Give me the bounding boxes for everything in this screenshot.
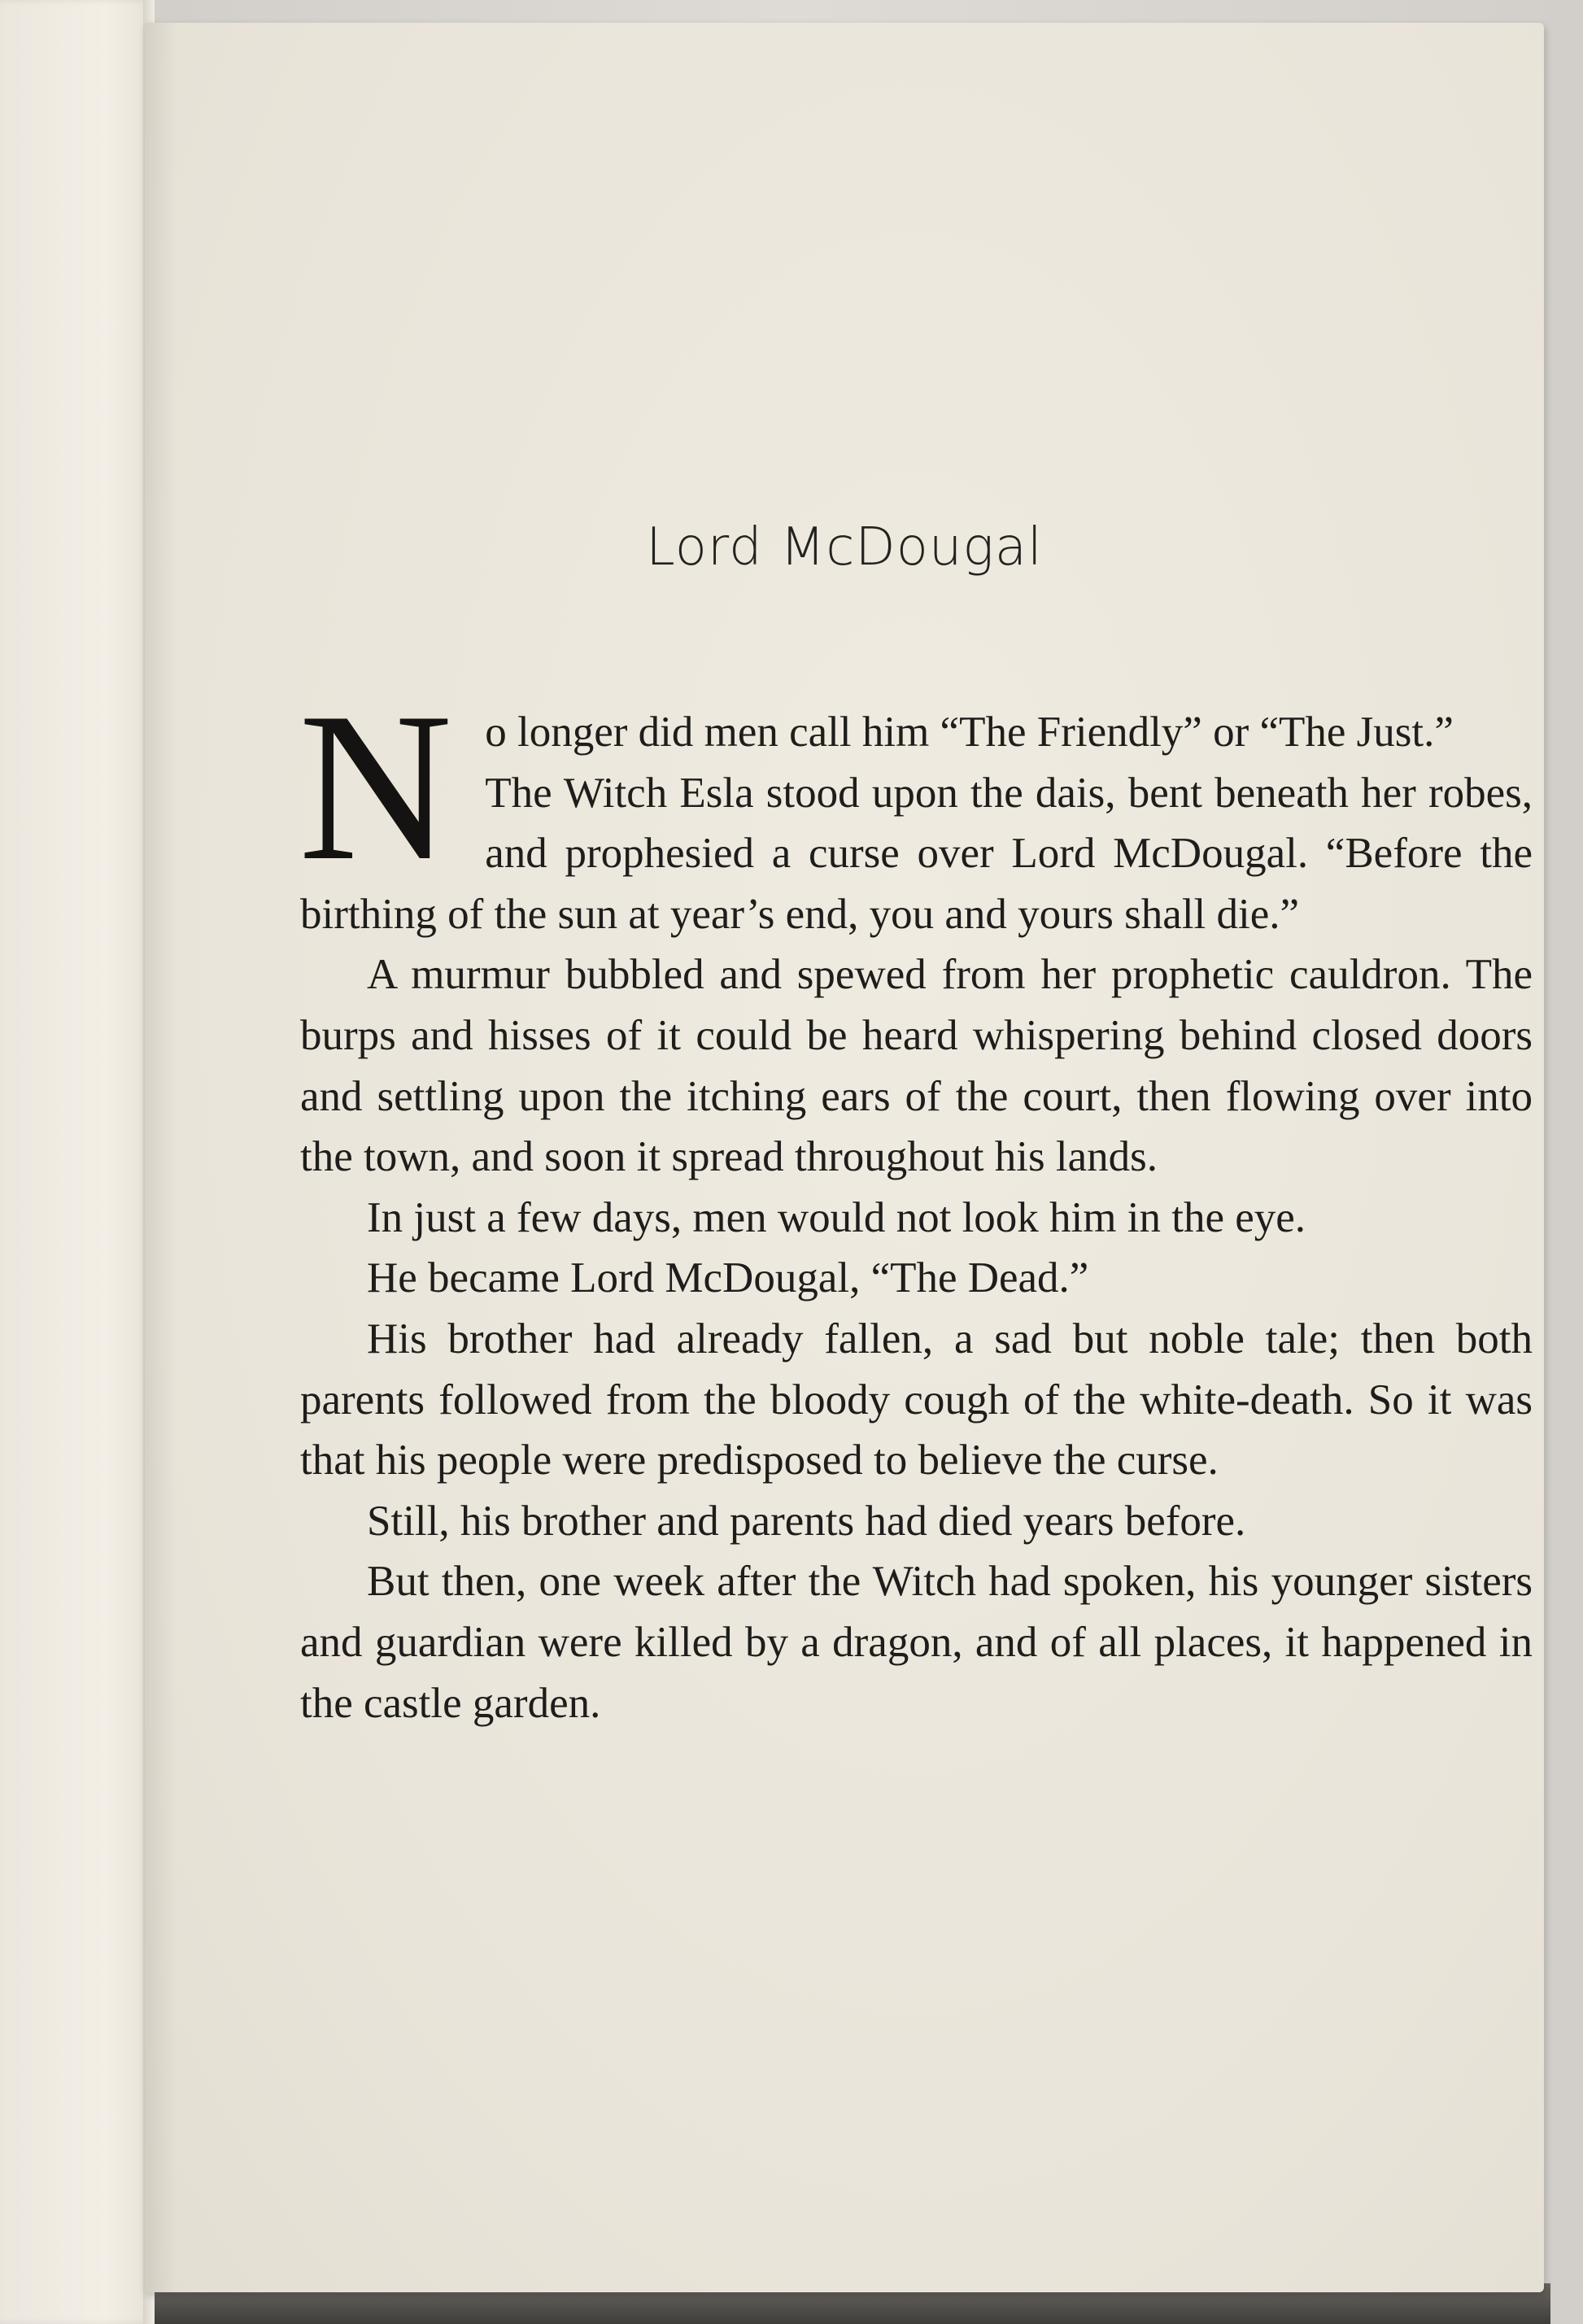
left-facing-page <box>0 0 151 2324</box>
paragraph-5: He became Lord McDougal, “The Dead.” <box>367 1254 1089 1302</box>
paragraph-1-text: o longer did men call him “The Friendly” or “The Just.” <box>485 709 1454 756</box>
drop-cap: N <box>299 669 453 905</box>
paragraph-2: The Witch Esla stood upon the dais, bent beneath her robes, and prophesied a curse over Lord McDougal. “Before the birthing of the sun at year’s end, you and yours shall die.” <box>300 769 1533 938</box>
book-page <box>145 23 1544 2292</box>
paragraph-3: A murmur bubbled and spewed from her prophetic cauldron. The burps and hisses of it could be heard whispering behind closed doors and settling upon the itching ears of the court, then flowing over into the town, and soon it spread throughout his lands. <box>300 951 1533 1181</box>
paragraph-4: In just a few days, men would not look him in the eye. <box>367 1193 1306 1241</box>
chapter-body <box>299 669 1533 1733</box>
page-gutter-shadow <box>145 23 177 2292</box>
chapter-title: Lord McDougal <box>646 517 1043 578</box>
paragraph-7: Still, his brother and parents had died years before. <box>367 1497 1246 1545</box>
paragraph-6: His brother had already fallen, a sad but noble tale; then both parents followed from the bloody cough of the white-death. So it was that his people were predisposed to believe the curse. <box>300 1315 1533 1485</box>
paragraph-8: But then, one week after the Witch had spoken, his younger sisters and guardian were killed by a dragon, and of all places, it happened in the castle garden. <box>300 1558 1533 1727</box>
